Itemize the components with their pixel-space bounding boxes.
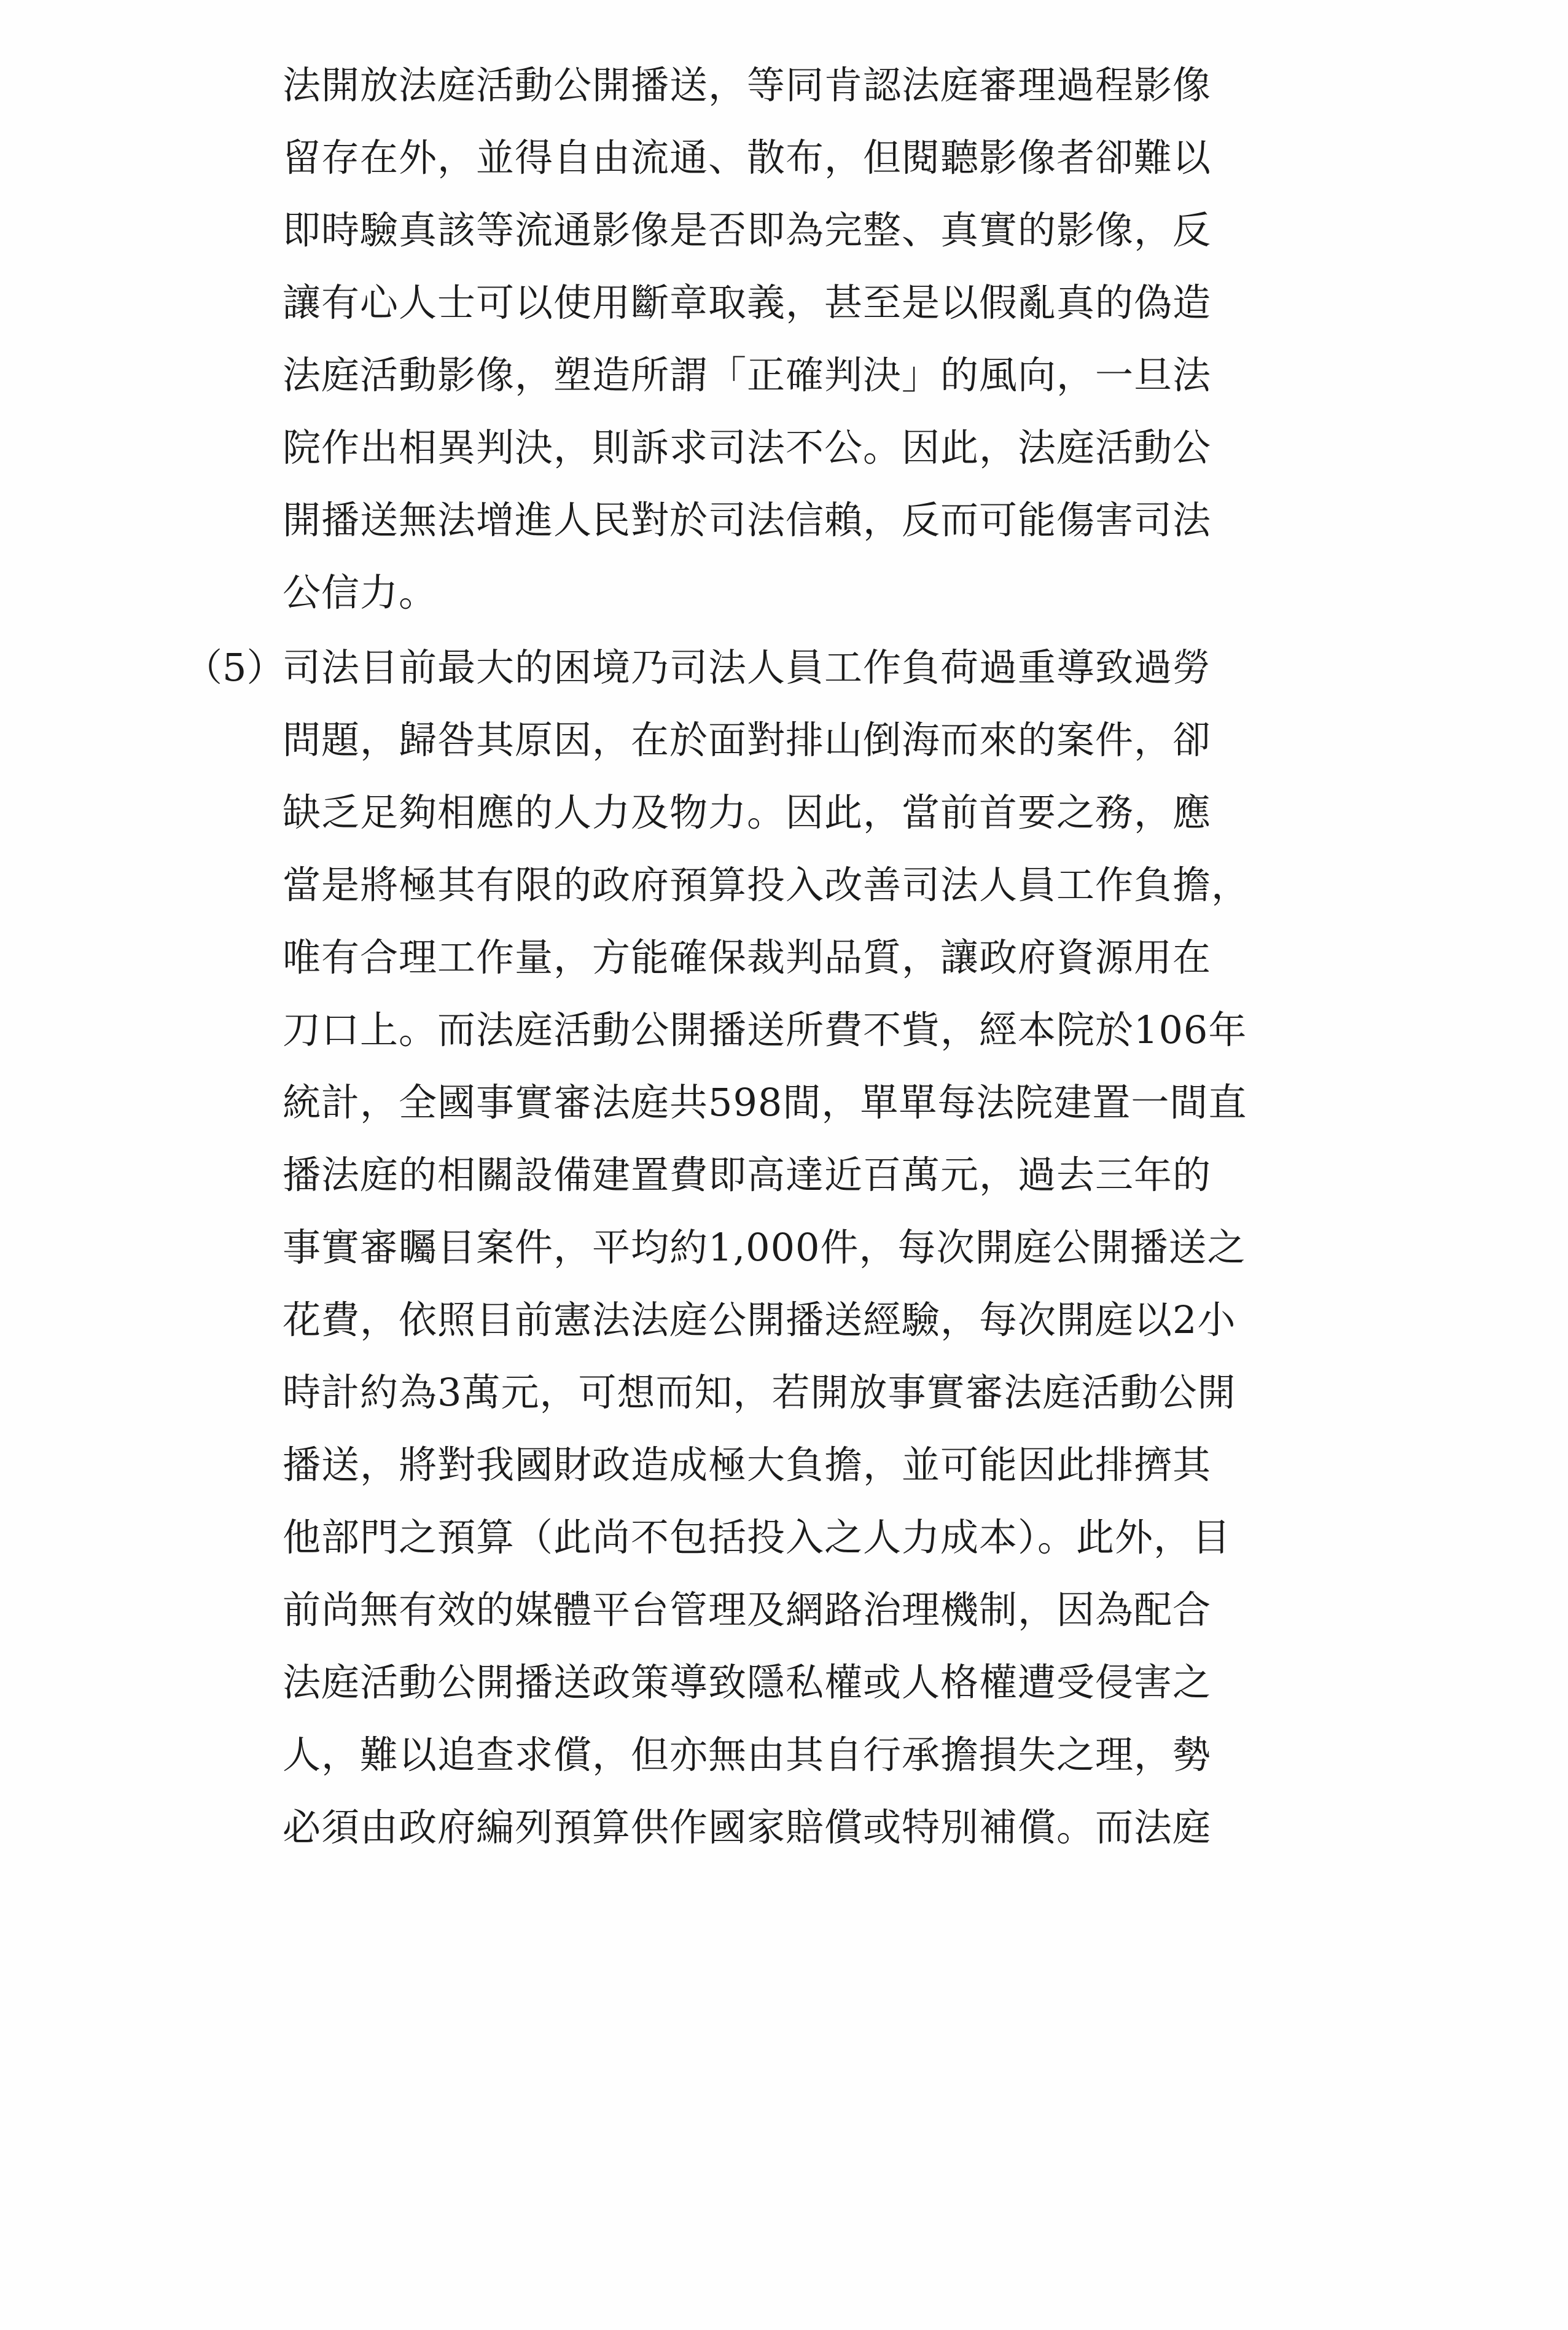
text-line: 事實審矚目案件，平均約1,000件，每次開庭公開播送之 xyxy=(283,1225,1246,1270)
paragraph-numbered-5 xyxy=(184,631,1535,1864)
document-body xyxy=(184,49,1535,1866)
text-line: 花費，依照目前憲法法庭公開播送經驗，每次開庭以2小 xyxy=(283,1297,1236,1342)
text-line: 司法目前最大的困境乃司法人員工作負荷過重導致過勞 xyxy=(283,645,1212,690)
text-line: 法庭活動公開播送政策導致隱私權或人格權遭受侵害之 xyxy=(283,1660,1212,1705)
paragraph-continuation xyxy=(283,49,1535,629)
text-line: 留存在外，並得自由流通、散布，但閱聽影像者卻難以 xyxy=(283,135,1212,180)
text-line: 院作出相異判決，則訴求司法不公。因此，法庭活動公 xyxy=(283,425,1212,470)
paragraph-text xyxy=(283,631,1535,1864)
text-line: 必須由政府編列預算供作國家賠償或特別補償。而法庭 xyxy=(283,1805,1212,1850)
text-line: 缺乏足夠相應的人力及物力。因此，當前首要之務，應 xyxy=(283,790,1212,835)
paragraph-marker: （5） xyxy=(184,645,285,690)
text-line: 人，難以追查求償，但亦無由其自行承擔損失之理，勢 xyxy=(283,1732,1212,1777)
text-line: 時計約為3萬元，可想而知，若開放事實審法庭活動公開 xyxy=(283,1370,1236,1415)
text-line: 當是將極其有限的政府預算投入改善司法人員工作負擔， xyxy=(283,862,1250,907)
text-line: 法開放法庭活動公開播送，等同肯認法庭審理過程影像 xyxy=(283,63,1212,108)
text-line: 讓有心人士可以使用斷章取義，甚至是以假亂真的偽造 xyxy=(283,280,1212,325)
text-line: 唯有合理工作量，方能確保裁判品質，讓政府資源用在 xyxy=(283,935,1212,980)
text-line: 播送，將對我國財政造成極大負擔，並可能因此排擠其 xyxy=(283,1442,1212,1487)
text-line: 他部門之預算（此尚不包括投入之人力成本）。此外，目 xyxy=(283,1515,1231,1560)
text-line: 前尚無有效的媒體平台管理及網路治理機制，因為配合 xyxy=(283,1587,1212,1632)
text-line: 播法庭的相關設備建置費即高達近百萬元，過去三年的 xyxy=(283,1152,1212,1197)
text-line: 公信力。 xyxy=(283,570,438,615)
text-line: 法庭活動影像，塑造所謂「正確判決」的風向，一旦法 xyxy=(283,353,1212,397)
text-line: 刀口上。而法庭活動公開播送所費不貲，經本院於106年 xyxy=(283,1007,1247,1052)
text-line: 統計，全國事實審法庭共598間，單單每法院建置一間直 xyxy=(283,1080,1247,1125)
text-line: 開播送無法增進人民對於司法信賴，反而可能傷害司法 xyxy=(283,498,1212,542)
paragraph-text xyxy=(283,49,1535,629)
text-line: 問題，歸咎其原因，在於面對排山倒海而來的案件，卻 xyxy=(283,717,1212,762)
text-line: 即時驗真該等流通影像是否即為完整、真實的影像，反 xyxy=(283,208,1212,252)
